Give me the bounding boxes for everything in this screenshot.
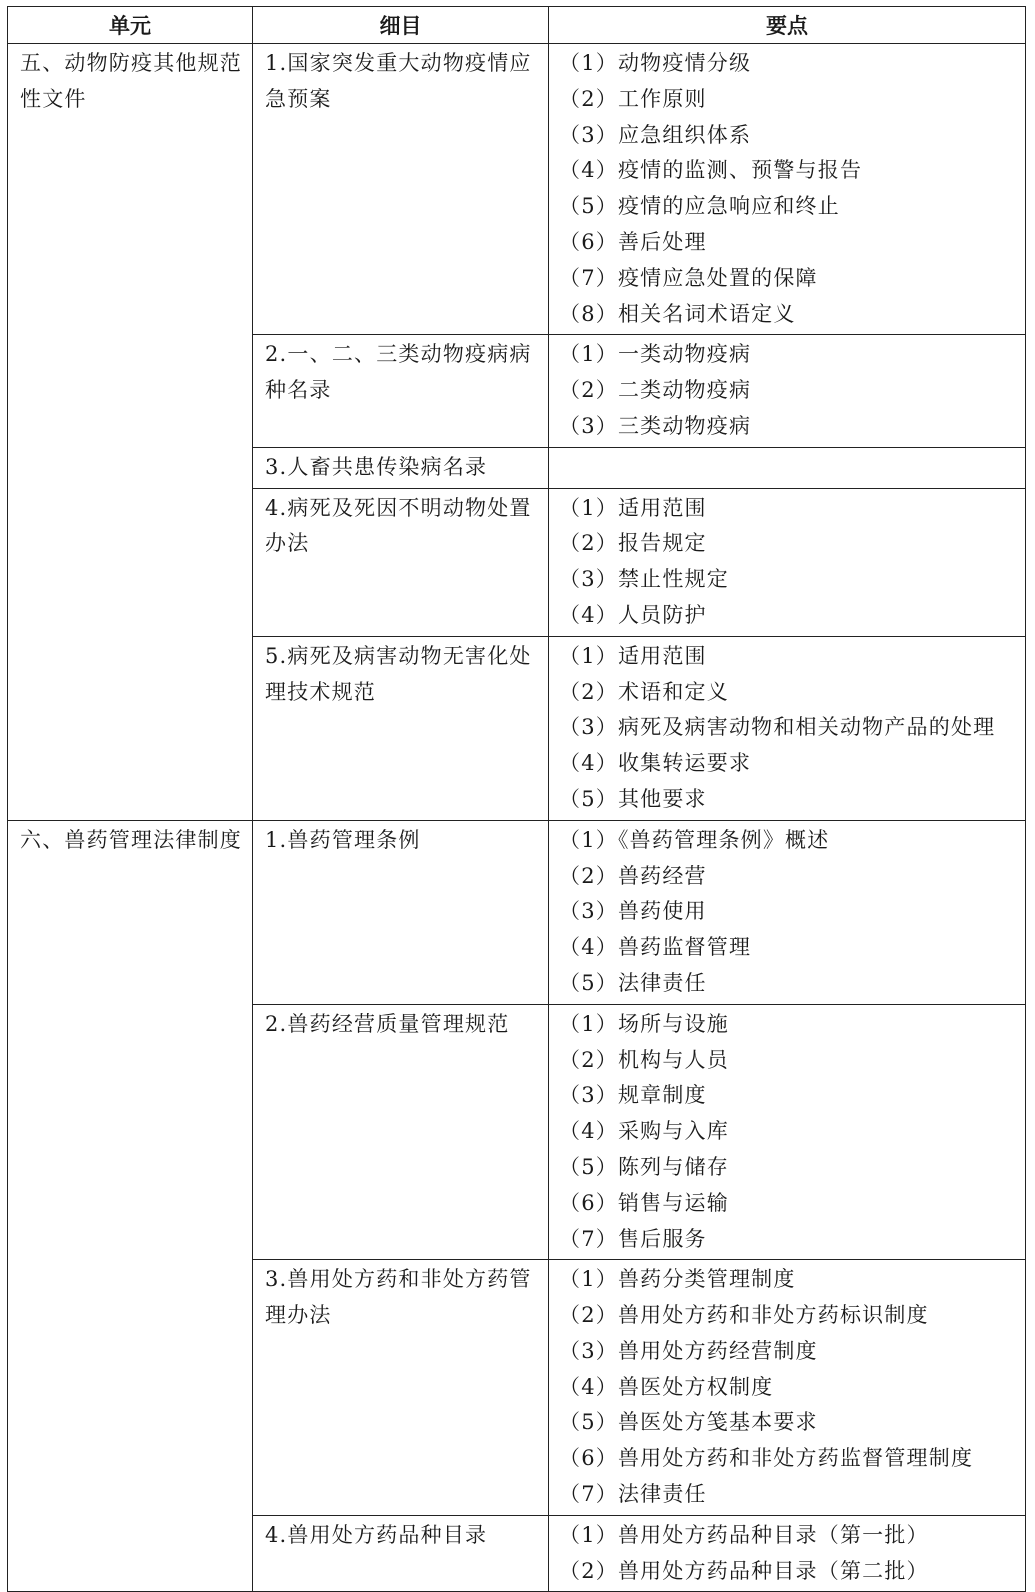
point-item: （2）兽药经营 (559, 863, 707, 888)
syllabus-table (7, 6, 1026, 1592)
point-item: （5）陈列与储存 (559, 1154, 729, 1179)
item-label: 3.兽用处方药和非处方药管理办法 (265, 1267, 532, 1328)
point-item: （1）动物疫情分级 (559, 51, 752, 75)
point-item: （4）人员防护 (559, 602, 707, 627)
header-points: 要点 (549, 7, 1026, 44)
point-item: （4）兽药监督管理 (559, 935, 752, 960)
point-item: （1）《兽药管理条例》概述 (559, 827, 830, 852)
item-label: 3.人畜共患传染病名录 (265, 454, 488, 479)
table-body (8, 44, 1026, 1592)
item-label: 4.兽用处方药品种目录 (265, 1522, 488, 1547)
item-cell (253, 636, 549, 820)
item-label: 4.病死及死因不明动物处置办法 (265, 495, 532, 556)
item-label: 1.兽药管理条例 (265, 827, 421, 852)
point-item: （2）兽用处方药品种目录（第二批） (559, 1558, 929, 1583)
point-item: （2）机构与人员 (559, 1047, 729, 1072)
point-item: （5）兽医处方笺基本要求 (559, 1410, 818, 1435)
item-cell (253, 335, 549, 447)
point-item: （4）疫情的监测、预警与报告 (559, 158, 863, 183)
point-item: （7）法律责任 (559, 1482, 707, 1507)
point-item: （5）其他要求 (559, 786, 707, 811)
point-item: （4）收集转运要求 (559, 751, 752, 776)
header-row (8, 7, 1026, 44)
item-label: 1.国家突发重大动物疫情应急预案 (265, 51, 532, 111)
point-item: （2）术语和定义 (559, 679, 729, 704)
unit-label: 六、兽药管理法律制度 (20, 827, 242, 852)
header-unit: 单元 (8, 7, 253, 44)
point-item: （2）兽用处方药和非处方药标识制度 (559, 1303, 929, 1328)
points-cell (549, 1004, 1026, 1260)
point-item: （1）兽药分类管理制度 (559, 1267, 796, 1292)
point-item: （3）兽药使用 (559, 899, 707, 924)
point-item: （2）二类动物疫病 (559, 378, 752, 403)
point-item: （8）相关名词术语定义 (559, 301, 796, 326)
point-item: （3）禁止性规定 (559, 567, 729, 592)
point-item: （2）工作原则 (559, 86, 707, 111)
item-cell (253, 1004, 549, 1260)
table-row (8, 44, 1026, 335)
point-item: （3）三类动物疫病 (559, 413, 752, 438)
point-item: （3）兽用处方药经营制度 (559, 1338, 818, 1363)
item-cell (253, 1260, 549, 1516)
point-item: （5）法律责任 (559, 970, 707, 995)
points-cell (549, 820, 1026, 1004)
header-item: 细目 (253, 7, 549, 44)
item-cell (253, 488, 549, 636)
points-cell (549, 335, 1026, 447)
point-item: （3）规章制度 (559, 1083, 707, 1108)
point-item: （6）销售与运输 (559, 1190, 729, 1215)
point-item: （5）疫情的应急响应和终止 (559, 194, 840, 219)
item-label: 5.病死及病害动物无害化处理技术规范 (265, 643, 532, 704)
point-item: （6）善后处理 (559, 229, 707, 254)
point-item: （7）疫情应急处置的保障 (559, 265, 818, 290)
point-item: （1）兽用处方药品种目录（第一批） (559, 1522, 929, 1547)
points-cell (549, 44, 1026, 335)
point-item: （1）一类动物疫病 (559, 342, 752, 367)
point-item: （3）病死及病害动物和相关动物产品的处理 (559, 715, 996, 740)
item-cell (253, 447, 549, 488)
point-item: （1）适用范围 (559, 643, 707, 668)
point-item: （4）兽医处方权制度 (559, 1374, 774, 1399)
point-item: （3）应急组织体系 (559, 122, 752, 147)
item-label: 2.一、二、三类动物疫病病种名录 (265, 342, 532, 403)
points-cell (549, 636, 1026, 820)
points-cell (549, 1515, 1026, 1592)
unit-cell (8, 820, 253, 1592)
item-label: 2.兽药经营质量管理规范 (265, 1011, 510, 1036)
points-cell (549, 447, 1026, 488)
item-cell (253, 1515, 549, 1592)
points-cell (549, 1260, 1026, 1516)
table-row (8, 820, 1026, 1004)
point-item: （1）场所与设施 (559, 1011, 729, 1036)
unit-cell (8, 44, 253, 821)
points-cell (549, 488, 1026, 636)
item-cell (253, 820, 549, 1004)
point-item: （4）采购与入库 (559, 1119, 729, 1144)
unit-label: 五、动物防疫其他规范性文件 (20, 51, 242, 111)
point-item: （6）兽用处方药和非处方药监督管理制度 (559, 1446, 974, 1471)
item-cell (253, 44, 549, 335)
point-item: （2）报告规定 (559, 531, 707, 556)
point-item: （1）适用范围 (559, 495, 707, 520)
point-item: （7）售后服务 (559, 1226, 707, 1251)
